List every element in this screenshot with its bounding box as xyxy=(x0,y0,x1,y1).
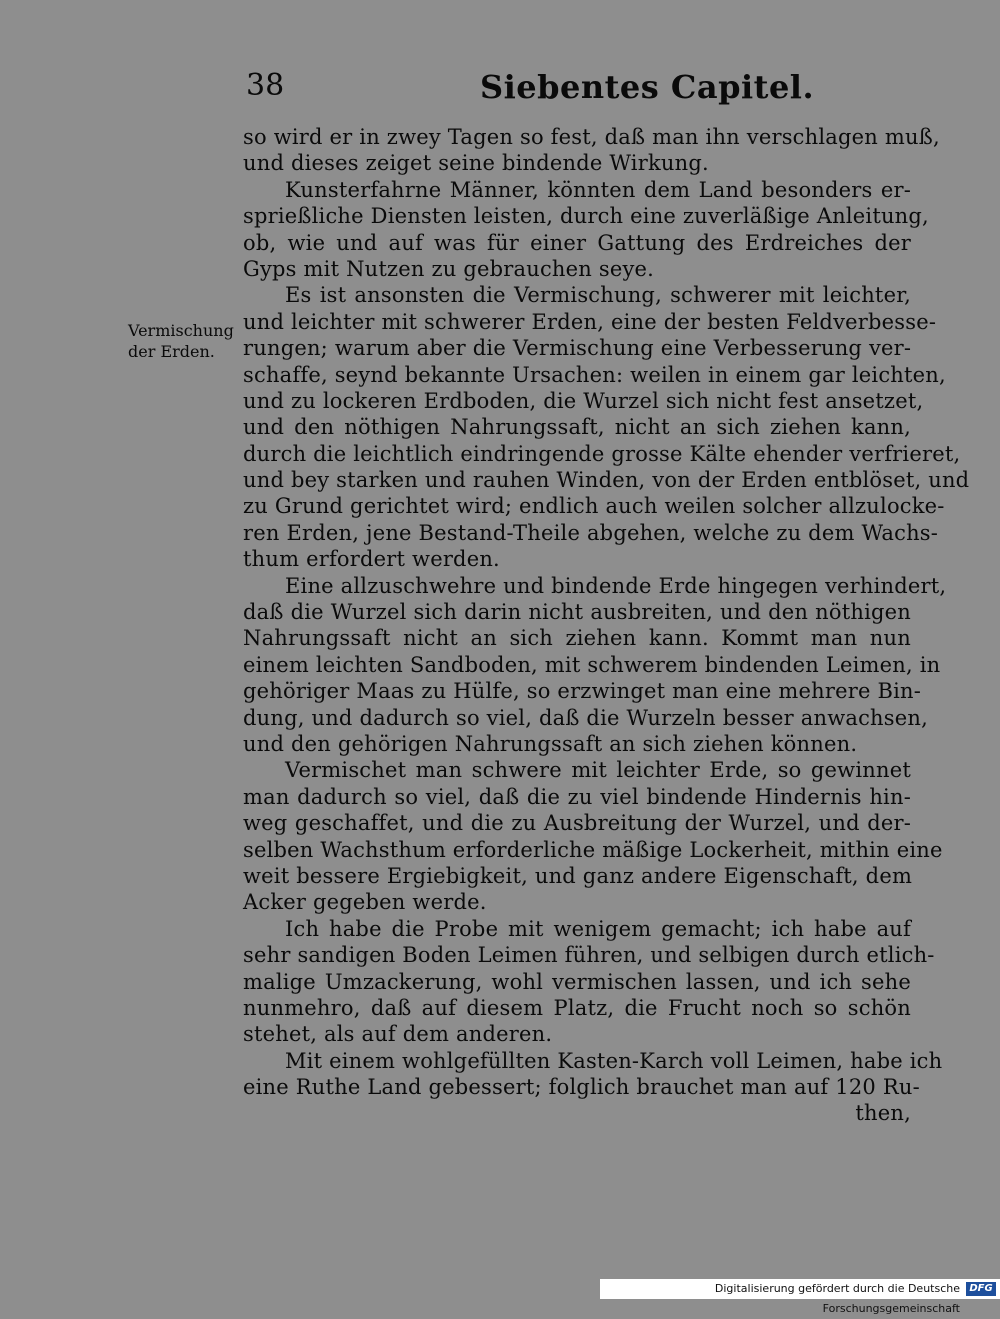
text-line: ob, wie und auf was für einer Gattung des Erdreiches der xyxy=(243,230,911,255)
margin-note-line: Vermischung xyxy=(128,321,234,340)
text-line: weg geschaffet, und die zu Ausbreitung der Wurzel, und der- xyxy=(243,811,911,836)
catchword: then, xyxy=(855,1101,911,1126)
page-header xyxy=(240,68,910,108)
text-line: Eine allzuschwehre und bindende Erde hingegen verhindert, xyxy=(285,573,947,598)
text-line: Es ist ansonsten die Vermischung, schwerer mit leichter, xyxy=(285,283,911,308)
text-line: stehet, als auf dem anderen. xyxy=(243,1022,553,1047)
text-line: durch die leichtlich eindringende grosse Kälte ehender verfrieret, xyxy=(243,441,961,466)
dfg-logo-icon: DFG xyxy=(966,1282,996,1296)
margin-note-line: der Erden. xyxy=(128,342,215,361)
text-line: Acker gegeben werde. xyxy=(243,890,487,915)
text-line: Mit einem wohlgefüllten Kasten-Karch voll Leimen, habe ich xyxy=(285,1048,943,1073)
text-line: und dieses zeiget seine bindende Wirkung. xyxy=(243,151,709,176)
text-line: und bey starken und rauhen Winden, von der Erden entblöset, und xyxy=(243,468,970,493)
text-line: und leichter mit schwerer Erden, eine der besten Feldverbesse- xyxy=(243,309,937,334)
text-line: einem leichten Sandboden, mit schwerem bindenden Leimen, in xyxy=(243,652,941,677)
digitization-footer xyxy=(600,1279,1000,1315)
text-line: Nahrungssaft nicht an sich ziehen kann. Kommt man nun xyxy=(243,626,911,651)
text-line: Gyps mit Nutzen zu gebrauchen seye. xyxy=(243,256,655,281)
text-line: und zu lockeren Erdboden, die Wurzel sich nicht fest ansetzet, xyxy=(243,388,924,413)
text-line: Kunsterfahrne Männer, könnten dem Land besonders er- xyxy=(285,177,911,202)
text-line: dung, und dadurch so viel, daß die Wurzeln besser anwachsen, xyxy=(243,705,928,730)
margin-note xyxy=(128,320,238,362)
page-number: 38 xyxy=(246,68,285,103)
text-line: nunmehro, daß auf diesem Platz, die Frucht noch so schön xyxy=(243,995,911,1020)
text-line: zu Grund gerichtet wird; endlich auch weilen solcher allzulocke- xyxy=(243,494,945,519)
text-line: rungen; warum aber die Vermischung eine Verbesserung ver- xyxy=(243,336,912,361)
text-line: malige Umzackerung, wohl vermischen lassen, und ich sehe xyxy=(243,969,911,994)
text-line: daß die Wurzel sich darin nicht ausbreiten, und den nöthigen xyxy=(243,600,911,625)
text-line: man dadurch so viel, daß die zu viel bindende Hindernis hin- xyxy=(243,784,911,809)
text-line: thum erfordert werden. xyxy=(243,547,500,572)
text-line: sehr sandigen Boden Leimen führen, und selbigen durch etlich- xyxy=(243,943,935,968)
text-line: ren Erden, jene Bestand-Theile abgehen, welche zu dem Wachs- xyxy=(243,520,939,545)
running-title: Siebentes Capitel. xyxy=(480,68,815,106)
footer-text: Digitalisierung gefördert durch die Deutsche Forschungsgemeinschaft xyxy=(714,1282,960,1315)
text-line: und den nöthigen Nahrungssaft, nicht an sich ziehen kann, xyxy=(243,415,911,440)
text-line: sprießliche Diensten leisten, durch eine zuverläßige Anleitung, xyxy=(243,204,929,229)
text-line: weit bessere Ergiebigkeit, und ganz andere Eigenschaft, dem xyxy=(243,863,913,888)
text-line: eine Ruthe Land gebessert; folglich brauchet man auf 120 Ru- xyxy=(243,1075,920,1100)
text-line: und den gehörigen Nahrungssaft an sich ziehen können. xyxy=(243,731,858,756)
text-line: so wird er in zwey Tagen so fest, daß man ihn verschlagen muß, xyxy=(243,125,940,149)
text-line: schaffe, seynd bekannte Ursachen: weilen in einem gar leichten, xyxy=(243,362,946,387)
text-line: Ich habe die Probe mit wenigem gemacht; ich habe auf xyxy=(285,916,911,941)
text-line: selben Wachsthum erforderliche mäßige Lockerheit, mithin eine xyxy=(243,837,943,862)
text-line: Vermischet man schwere mit leichter Erde, so gewinnet xyxy=(285,758,911,783)
text-line: gehöriger Maas zu Hülfe, so erzwinget man eine mehrere Bin- xyxy=(243,679,922,704)
body-text xyxy=(243,124,970,1127)
